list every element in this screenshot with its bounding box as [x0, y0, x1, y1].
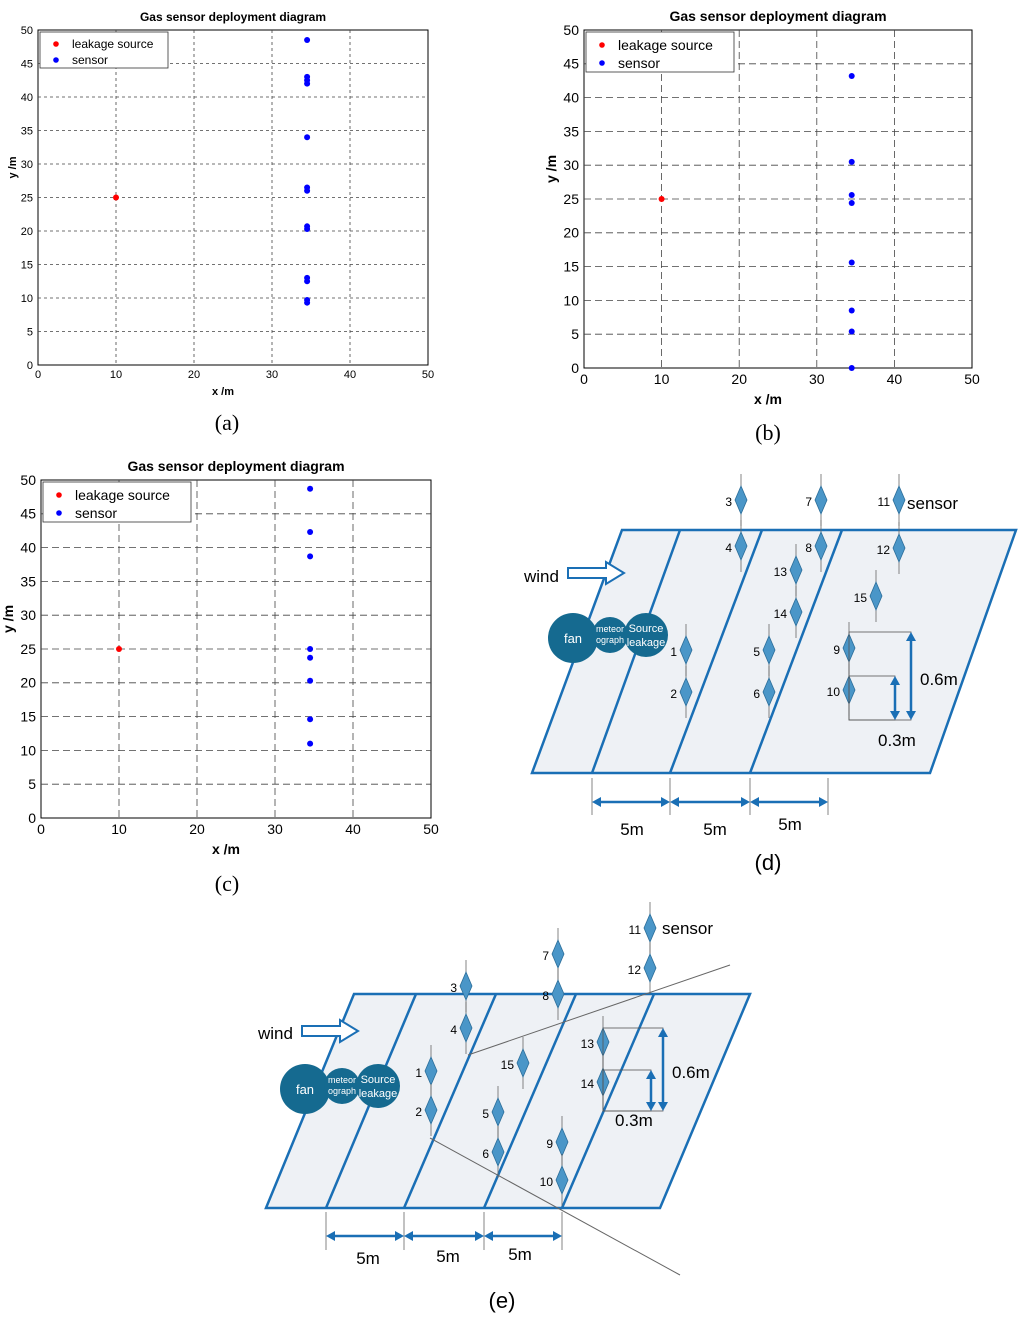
x-axis-label: x /m — [211, 386, 235, 398]
sensor-number: 15 — [500, 1058, 514, 1072]
x-tick-label: 10 — [653, 371, 670, 387]
sensor-number: 12 — [627, 963, 641, 977]
x-axis-label: x /m — [211, 841, 241, 857]
y-tick-label: 10 — [20, 292, 33, 305]
caption-d: (d) — [754, 850, 782, 875]
sensor-number: 14 — [773, 607, 787, 621]
sensor-number: 4 — [725, 541, 732, 555]
meteorograph-label: meteor — [595, 624, 625, 634]
sensor-number: 13 — [773, 565, 787, 579]
legend-entry: sensor — [72, 53, 109, 68]
sensor-number: 7 — [542, 949, 549, 963]
sensor-number: 7 — [805, 495, 812, 509]
fan-label: fan — [563, 631, 583, 646]
dimension-label-0-6m: 0.6m — [920, 670, 958, 689]
legend-entry: leakage source — [72, 37, 154, 52]
sensor-number: 12 — [876, 543, 890, 557]
arrowhead-icon — [484, 1231, 493, 1241]
arrowhead-icon — [741, 797, 750, 807]
sensor-point — [304, 37, 310, 43]
sensor-number: 15 — [853, 591, 867, 605]
arrowhead-icon — [404, 1231, 413, 1241]
spacing-label: 5m — [508, 1245, 532, 1264]
y-axis-label: y /m — [0, 604, 16, 634]
spacing-label: 5m — [620, 820, 644, 839]
y-tick-label: 5 — [28, 776, 36, 793]
y-tick-label: 20 — [20, 225, 33, 238]
sensor-point — [849, 260, 855, 266]
source-leakage-label: Source — [360, 1074, 396, 1086]
meteorograph-label: meteor — [327, 1075, 357, 1085]
arrowhead-icon — [750, 797, 759, 807]
sensor-point — [304, 188, 310, 194]
caption-b: (b) — [755, 420, 781, 445]
x-tick-label: 20 — [187, 369, 201, 381]
x-tick-label: 10 — [109, 369, 123, 381]
legend-marker — [599, 42, 605, 48]
y-tick-label: 50 — [20, 24, 33, 37]
chart-a — [0, 0, 440, 410]
x-tick-label: 0 — [34, 369, 42, 381]
sensor-number: 13 — [580, 1037, 594, 1051]
y-tick-label: 40 — [20, 539, 36, 556]
y-tick-label: 50 — [20, 471, 36, 488]
legend-marker — [56, 492, 62, 498]
wind-label: wind — [524, 567, 559, 586]
sensor-number: 5 — [482, 1107, 489, 1121]
sensor-number: 5 — [753, 645, 760, 659]
y-tick-label: 30 — [20, 158, 33, 171]
sensor-number: 14 — [580, 1077, 594, 1091]
sensor-label: sensor — [662, 919, 714, 938]
arrowhead-icon — [395, 1231, 404, 1241]
sensor-number: 3 — [450, 981, 457, 995]
sensor-number: 6 — [753, 687, 760, 701]
spacing-label: 5m — [436, 1247, 460, 1266]
sensor-point — [849, 73, 855, 79]
sensor-diamond-icon — [552, 940, 564, 968]
y-tick-label: 30 — [563, 157, 579, 174]
sensor-number: 1 — [415, 1066, 422, 1080]
sensor-number: 2 — [415, 1105, 422, 1119]
legend-entry: leakage source — [618, 36, 713, 53]
y-tick-label: 40 — [563, 89, 579, 106]
arrowhead-icon — [553, 1231, 562, 1241]
legend-marker — [599, 60, 605, 66]
source-leakage-label: leakage — [626, 637, 666, 649]
y-tick-label: 50 — [563, 21, 579, 38]
sensor-layout-diagram-d — [510, 460, 1024, 880]
source-leakage-icon — [624, 613, 668, 657]
sensor-number: 4 — [450, 1023, 457, 1037]
caption-a: (a) — [214, 410, 240, 435]
y-tick-label: 25 — [20, 192, 33, 205]
chart-title: Gas sensor deployment diagram — [669, 8, 887, 24]
leakage-source-point — [116, 646, 122, 652]
y-tick-label: 35 — [563, 123, 579, 140]
sensor-number: 11 — [628, 923, 641, 937]
sensor-number: 6 — [482, 1147, 489, 1161]
x-tick-label: 20 — [189, 821, 205, 837]
y-tick-label: 15 — [563, 258, 579, 275]
x-axis-label: x /m — [753, 391, 783, 407]
spacing-label: 5m — [778, 815, 802, 834]
y-tick-label: 25 — [20, 640, 36, 657]
sensor-number: 10 — [539, 1175, 553, 1189]
sensor-point — [849, 365, 855, 371]
y-tick-label: 0 — [571, 359, 579, 376]
y-tick-label: 0 — [26, 359, 33, 372]
sensor-point — [307, 553, 313, 559]
legend-entry: sensor — [618, 54, 661, 71]
dimension-label-0-6m: 0.6m — [672, 1063, 710, 1082]
spacing-label: 5m — [356, 1249, 380, 1268]
dimension-label-0-3m: 0.3m — [878, 731, 916, 750]
caption-c: (c) — [214, 871, 240, 896]
chart-b — [520, 0, 1000, 410]
sensor-diamond-icon — [644, 954, 656, 982]
y-axis-label: y /m — [7, 156, 19, 179]
y-tick-label: 10 — [20, 742, 36, 759]
sensor-point — [304, 81, 310, 87]
fan-label: fan — [295, 1082, 315, 1097]
sensor-layout-diagram-e — [250, 890, 770, 1317]
x-tick-label: 50 — [421, 369, 435, 381]
caption-e: (e) — [488, 1288, 516, 1313]
legend-marker — [56, 510, 62, 516]
leakage-source-point — [113, 195, 119, 201]
sensor-number: 3 — [725, 495, 732, 509]
source-leakage-icon — [356, 1064, 400, 1108]
x-tick-label: 40 — [345, 821, 361, 837]
sensor-number: 8 — [542, 989, 549, 1003]
sensor-number: 11 — [877, 495, 890, 509]
x-tick-label: 0 — [37, 821, 45, 837]
sensor-point — [849, 308, 855, 314]
source-leakage-label: Source — [628, 623, 664, 635]
y-tick-label: 40 — [20, 91, 33, 104]
x-tick-label: 0 — [580, 371, 588, 387]
arrowhead-icon — [592, 797, 601, 807]
arrowhead-icon — [819, 797, 828, 807]
legend-entry: sensor — [75, 504, 118, 521]
y-tick-label: 30 — [20, 607, 36, 624]
sensor-number: 2 — [670, 687, 677, 701]
chart-c — [0, 450, 470, 860]
meteorograph-label: ograph — [327, 1086, 357, 1096]
arrowhead-icon — [475, 1231, 484, 1241]
y-tick-label: 5 — [26, 326, 33, 339]
y-tick-label: 15 — [20, 708, 36, 725]
sensor-point — [307, 486, 313, 492]
sensor-diamond-icon — [735, 486, 747, 514]
sensor-number: 10 — [826, 685, 840, 699]
sensor-point — [307, 741, 313, 747]
arrowhead-icon — [326, 1231, 335, 1241]
sensor-point — [307, 646, 313, 652]
y-tick-label: 45 — [20, 58, 33, 71]
source-leakage-label: leakage — [358, 1088, 398, 1100]
y-axis-label: y /m — [543, 154, 559, 184]
spacing-label: 5m — [703, 820, 727, 839]
chart-title: Gas sensor deployment diagram — [139, 10, 327, 24]
meteorograph-label: ograph — [595, 635, 625, 645]
y-tick-label: 25 — [563, 190, 579, 207]
sensor-number: 8 — [805, 541, 812, 555]
sensor-point — [304, 134, 310, 140]
sensor-point — [849, 159, 855, 165]
legend-marker — [53, 57, 59, 63]
y-tick-label: 35 — [20, 573, 36, 590]
sensor-number: 1 — [670, 645, 677, 659]
x-tick-label: 30 — [809, 371, 825, 387]
y-tick-label: 20 — [20, 674, 36, 691]
sensor-diamond-icon — [644, 914, 656, 942]
dimension-label-0-3m: 0.3m — [615, 1111, 653, 1130]
sensor-number: 9 — [546, 1137, 553, 1151]
sensor-label: sensor — [907, 494, 959, 513]
x-tick-label: 40 — [886, 371, 903, 387]
leakage-source-point — [659, 196, 665, 202]
sensor-diamond-icon — [815, 486, 827, 514]
sensor-point — [304, 300, 310, 306]
sensor-point — [849, 200, 855, 206]
x-tick-label: 20 — [731, 371, 747, 387]
arrowhead-icon — [661, 797, 670, 807]
sensor-point — [307, 529, 313, 535]
x-tick-label: 50 — [423, 821, 439, 837]
x-tick-label: 50 — [964, 371, 980, 387]
chart-title: Gas sensor deployment diagram — [127, 458, 345, 474]
y-tick-label: 35 — [20, 125, 33, 138]
sensor-point — [849, 328, 855, 334]
y-tick-label: 45 — [563, 55, 579, 72]
x-tick-label: 40 — [343, 369, 357, 381]
x-tick-label: 30 — [267, 821, 283, 837]
wind-label: wind — [258, 1024, 293, 1043]
arrowhead-icon — [670, 797, 679, 807]
y-tick-label: 15 — [20, 259, 33, 272]
sensor-number: 9 — [833, 643, 840, 657]
sensor-point — [304, 226, 310, 232]
sensor-point — [304, 278, 310, 284]
y-tick-label: 0 — [28, 809, 36, 826]
y-tick-label: 10 — [563, 292, 579, 309]
y-tick-label: 45 — [20, 505, 36, 522]
y-tick-label: 20 — [563, 224, 579, 241]
x-tick-label: 30 — [265, 369, 279, 381]
sensor-point — [307, 716, 313, 722]
sensor-point — [307, 655, 313, 661]
sensor-diamond-icon — [893, 486, 905, 514]
sensor-point — [849, 192, 855, 198]
y-tick-label: 5 — [571, 326, 579, 343]
x-tick-label: 10 — [111, 821, 127, 837]
sensor-point — [307, 678, 313, 684]
legend-entry: leakage source — [75, 486, 170, 503]
legend-marker — [53, 41, 59, 47]
